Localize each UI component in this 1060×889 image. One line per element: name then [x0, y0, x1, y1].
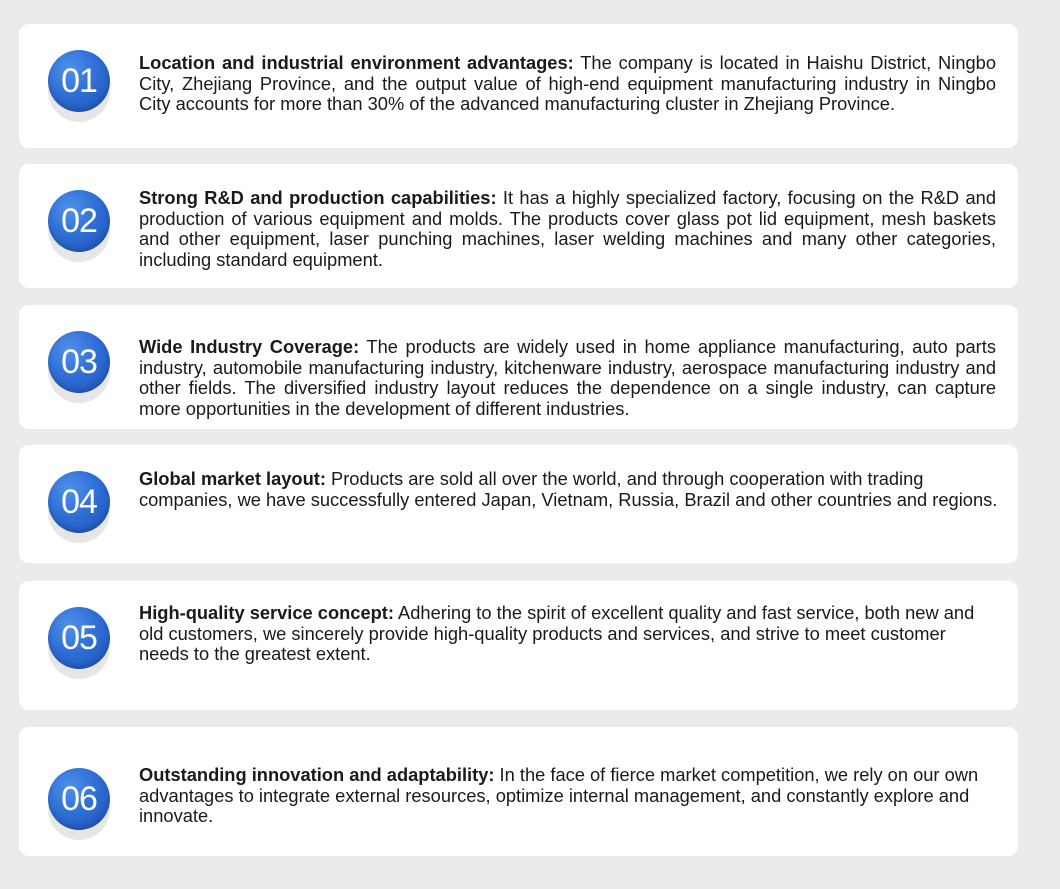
advantage-title: High-quality service concept: — [139, 602, 394, 623]
advantage-card-3 — [19, 305, 1018, 429]
advantage-body: In the face of fierce market competition, we rely on our own advantages to integrate external resources, optimize internal management, and constantly explore and innovate. — [139, 764, 979, 826]
advantage-title: Strong R&D and production capabilities: — [139, 187, 497, 208]
advantage-text — [139, 337, 996, 419]
advantage-title: Wide Industry Coverage: — [139, 336, 360, 357]
advantage-body: The products are widely used in home appliance manufacturing, auto parts industry, automobile manufacturing industry, kitchenware industry, aerospace manufacturing industry and other fields. The diversified industry layout reduces the dependence on a single industry, can capture more opportunities in the development of different industries. — [139, 336, 996, 419]
advantage-card-1 — [19, 24, 1018, 148]
number-badge — [48, 331, 110, 393]
advantage-body: Products are sold all over the world, and through cooperation with trading companies, we have successfully entered Japan, Vietnam, Russia, Brazil and other countries and regions. — [139, 468, 998, 510]
advantage-body: It has a highly specialized factory, focusing on the R&D and production of various equipment and molds. The products cover glass pot lid equipment, mesh baskets and other equipment, laser punching machines, laser welding machines and many other categories, including standard equipment. — [139, 187, 996, 270]
advantage-text — [139, 603, 979, 665]
advantage-body: The company is located in Haishu District, Ningbo City, Zhejiang Province, and the output value of high-end equipment manufacturing industry in Ningbo City accounts for more than 30% of the advanced manufacturing cluster in Zhejiang Province. — [139, 52, 996, 114]
advantage-card-6 — [19, 727, 1018, 856]
advantage-title: Global market layout: — [139, 468, 326, 489]
advantage-title: Location and industrial environment advantages: — [139, 52, 574, 73]
advantage-text — [139, 765, 989, 827]
number-badge — [48, 471, 110, 533]
badge-number: 05 — [61, 619, 97, 657]
badge-number: 04 — [61, 483, 97, 521]
advantage-text — [139, 53, 996, 115]
number-badge — [48, 768, 110, 830]
advantage-text — [139, 469, 1005, 510]
advantage-body: Adhering to the spirit of excellent quality and fast service, both new and old customers, we sincerely provide high-quality products and services, and strive to meet customer needs to the greatest extent. — [139, 602, 975, 664]
badge-number: 06 — [61, 780, 97, 818]
badge-number: 03 — [61, 343, 97, 381]
number-badge — [48, 607, 110, 669]
advantage-text — [139, 188, 996, 270]
number-badge — [48, 190, 110, 252]
advantage-card-2 — [19, 164, 1018, 288]
advantage-card-5 — [19, 581, 1018, 710]
advantage-card-4 — [19, 445, 1018, 563]
advantage-title: Outstanding innovation and adaptability: — [139, 764, 495, 785]
badge-number: 02 — [61, 202, 97, 240]
badge-number: 01 — [61, 62, 97, 100]
number-badge — [48, 50, 110, 112]
